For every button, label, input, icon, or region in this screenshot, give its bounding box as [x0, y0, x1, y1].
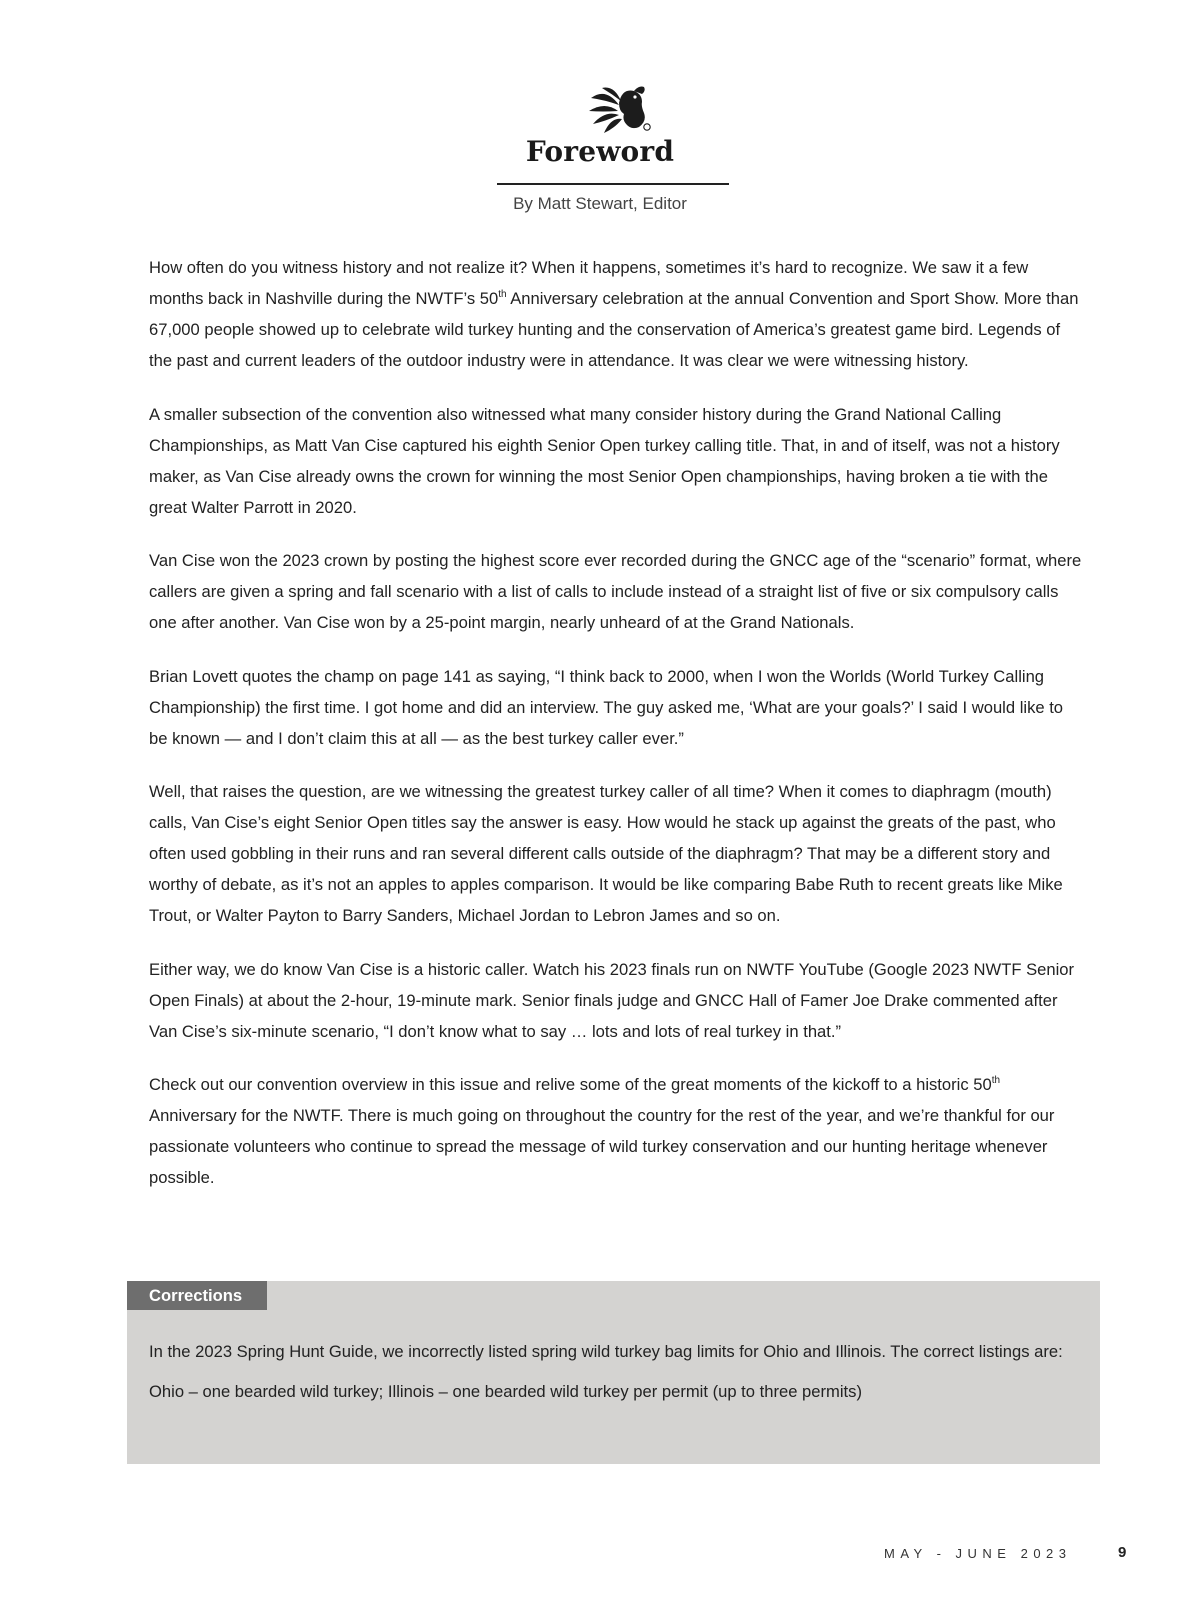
paragraph: Brian Lovett quotes the champ on page 141 as saying, “I think back to 2000, when I won the Worlds (World Turkey Calling Championship) the first time. I got home and did an interview. The guy asked me, ‘What are your goals?’ I said I would like to be known — and I don’t claim this at all — as the best turkey caller ever.”	[149, 666, 1064, 748]
page-number: 9	[1118, 1544, 1127, 1561]
paragraph: How often do you witness history and not realize it? When it happens, sometimes it’s hard to recognize. We saw it a few months back in Nashville during the NWTF’s 50th Anniversary celebration at the annual Convention and Sport Show. More than 67,000 people showed up to celebrate wild turkey hunting and the conservation of America’s greatest game bird. Legends of the past and current leaders of the outdoor industry were in attendance. It was clear we were witnessing history.	[149, 258, 1079, 370]
issue-date: MAY - JUNE 2023	[884, 1546, 1072, 1561]
paragraph: Check out our convention overview in this issue and relive some of the great moments of the kickoff to a historic 50th Anniversary for the NWTF. There is much going on throughout the country for the rest of the year, and we’re thankful for our passionate volunteers who continue to spread the message of wild turkey conservation and our hunting heritage whenever possible.	[149, 1075, 1055, 1187]
corrections-box	[127, 1281, 1100, 1464]
turkey-logo-icon	[588, 84, 654, 134]
corrections-text	[149, 1336, 1089, 1416]
paragraph: A smaller subsection of the convention also witnessed what many consider history during the Grand National Calling Championships, as Matt Van Cise captured his eighth Senior Open turkey calling title. That, in and of itself, was not a history maker, as Van Cise already owns the crown for winning the most Senior Open championships, having broken a tie with the great Walter Parrott in 2020.	[149, 404, 1060, 517]
page-title: Foreword	[525, 135, 675, 168]
paragraph: Either way, we do know Van Cise is a historic caller. Watch his 2023 finals run on NWTF YouTube (Google 2023 NWTF Senior Open Finals) at about the 2-hour, 19-minute mark. Senior finals judge and GNCC Hall of Famer Joe Drake commented after Van Cise’s six-minute scenario, “I don’t know what to say … lots and lots of real turkey in that.”	[149, 959, 1075, 1041]
corrections-paragraph: Ohio – one bearded wild turkey; Illinois – one bearded wild turkey per permit (up to three permits)	[149, 1382, 862, 1401]
corrections-label: Corrections	[127, 1281, 267, 1310]
corrections-paragraph: In the 2023 Spring Hunt Guide, we incorrectly listed spring wild turkey bag limits for Ohio and Illinois. The correct listings are:	[149, 1342, 1063, 1361]
paragraph: Van Cise won the 2023 crown by posting the highest score ever recorded during the GNCC age of the “scenario” format, where callers are given a spring and fall scenario with a list of calls to include instead of a straight list of five or six compulsory calls one after another. Van Cise won by a 25-point margin, nearly unheard of at the Grand Nationals.	[149, 551, 1082, 632]
title-divider	[497, 183, 729, 185]
article-body	[149, 252, 1083, 1193]
paragraph: Well, that raises the question, are we witnessing the greatest turkey caller of all time? When it comes to diaphragm (mouth) calls, Van Cise’s eight Senior Open titles say the answer is easy. How would he stack up against the greats of the past, who often used gobbling in their runs and ran several different calls outside of the diaphragm? That may be a different story and worthy of debate, as it’s not an apples to apples comparison. It would be like comparing Babe Ruth to recent greats like Mike Trout, or Walter Payton to Barry Sanders, Michael Jordan to Lebron James and so on.	[149, 782, 1063, 925]
byline: By Matt Stewart, Editor	[513, 194, 687, 213]
